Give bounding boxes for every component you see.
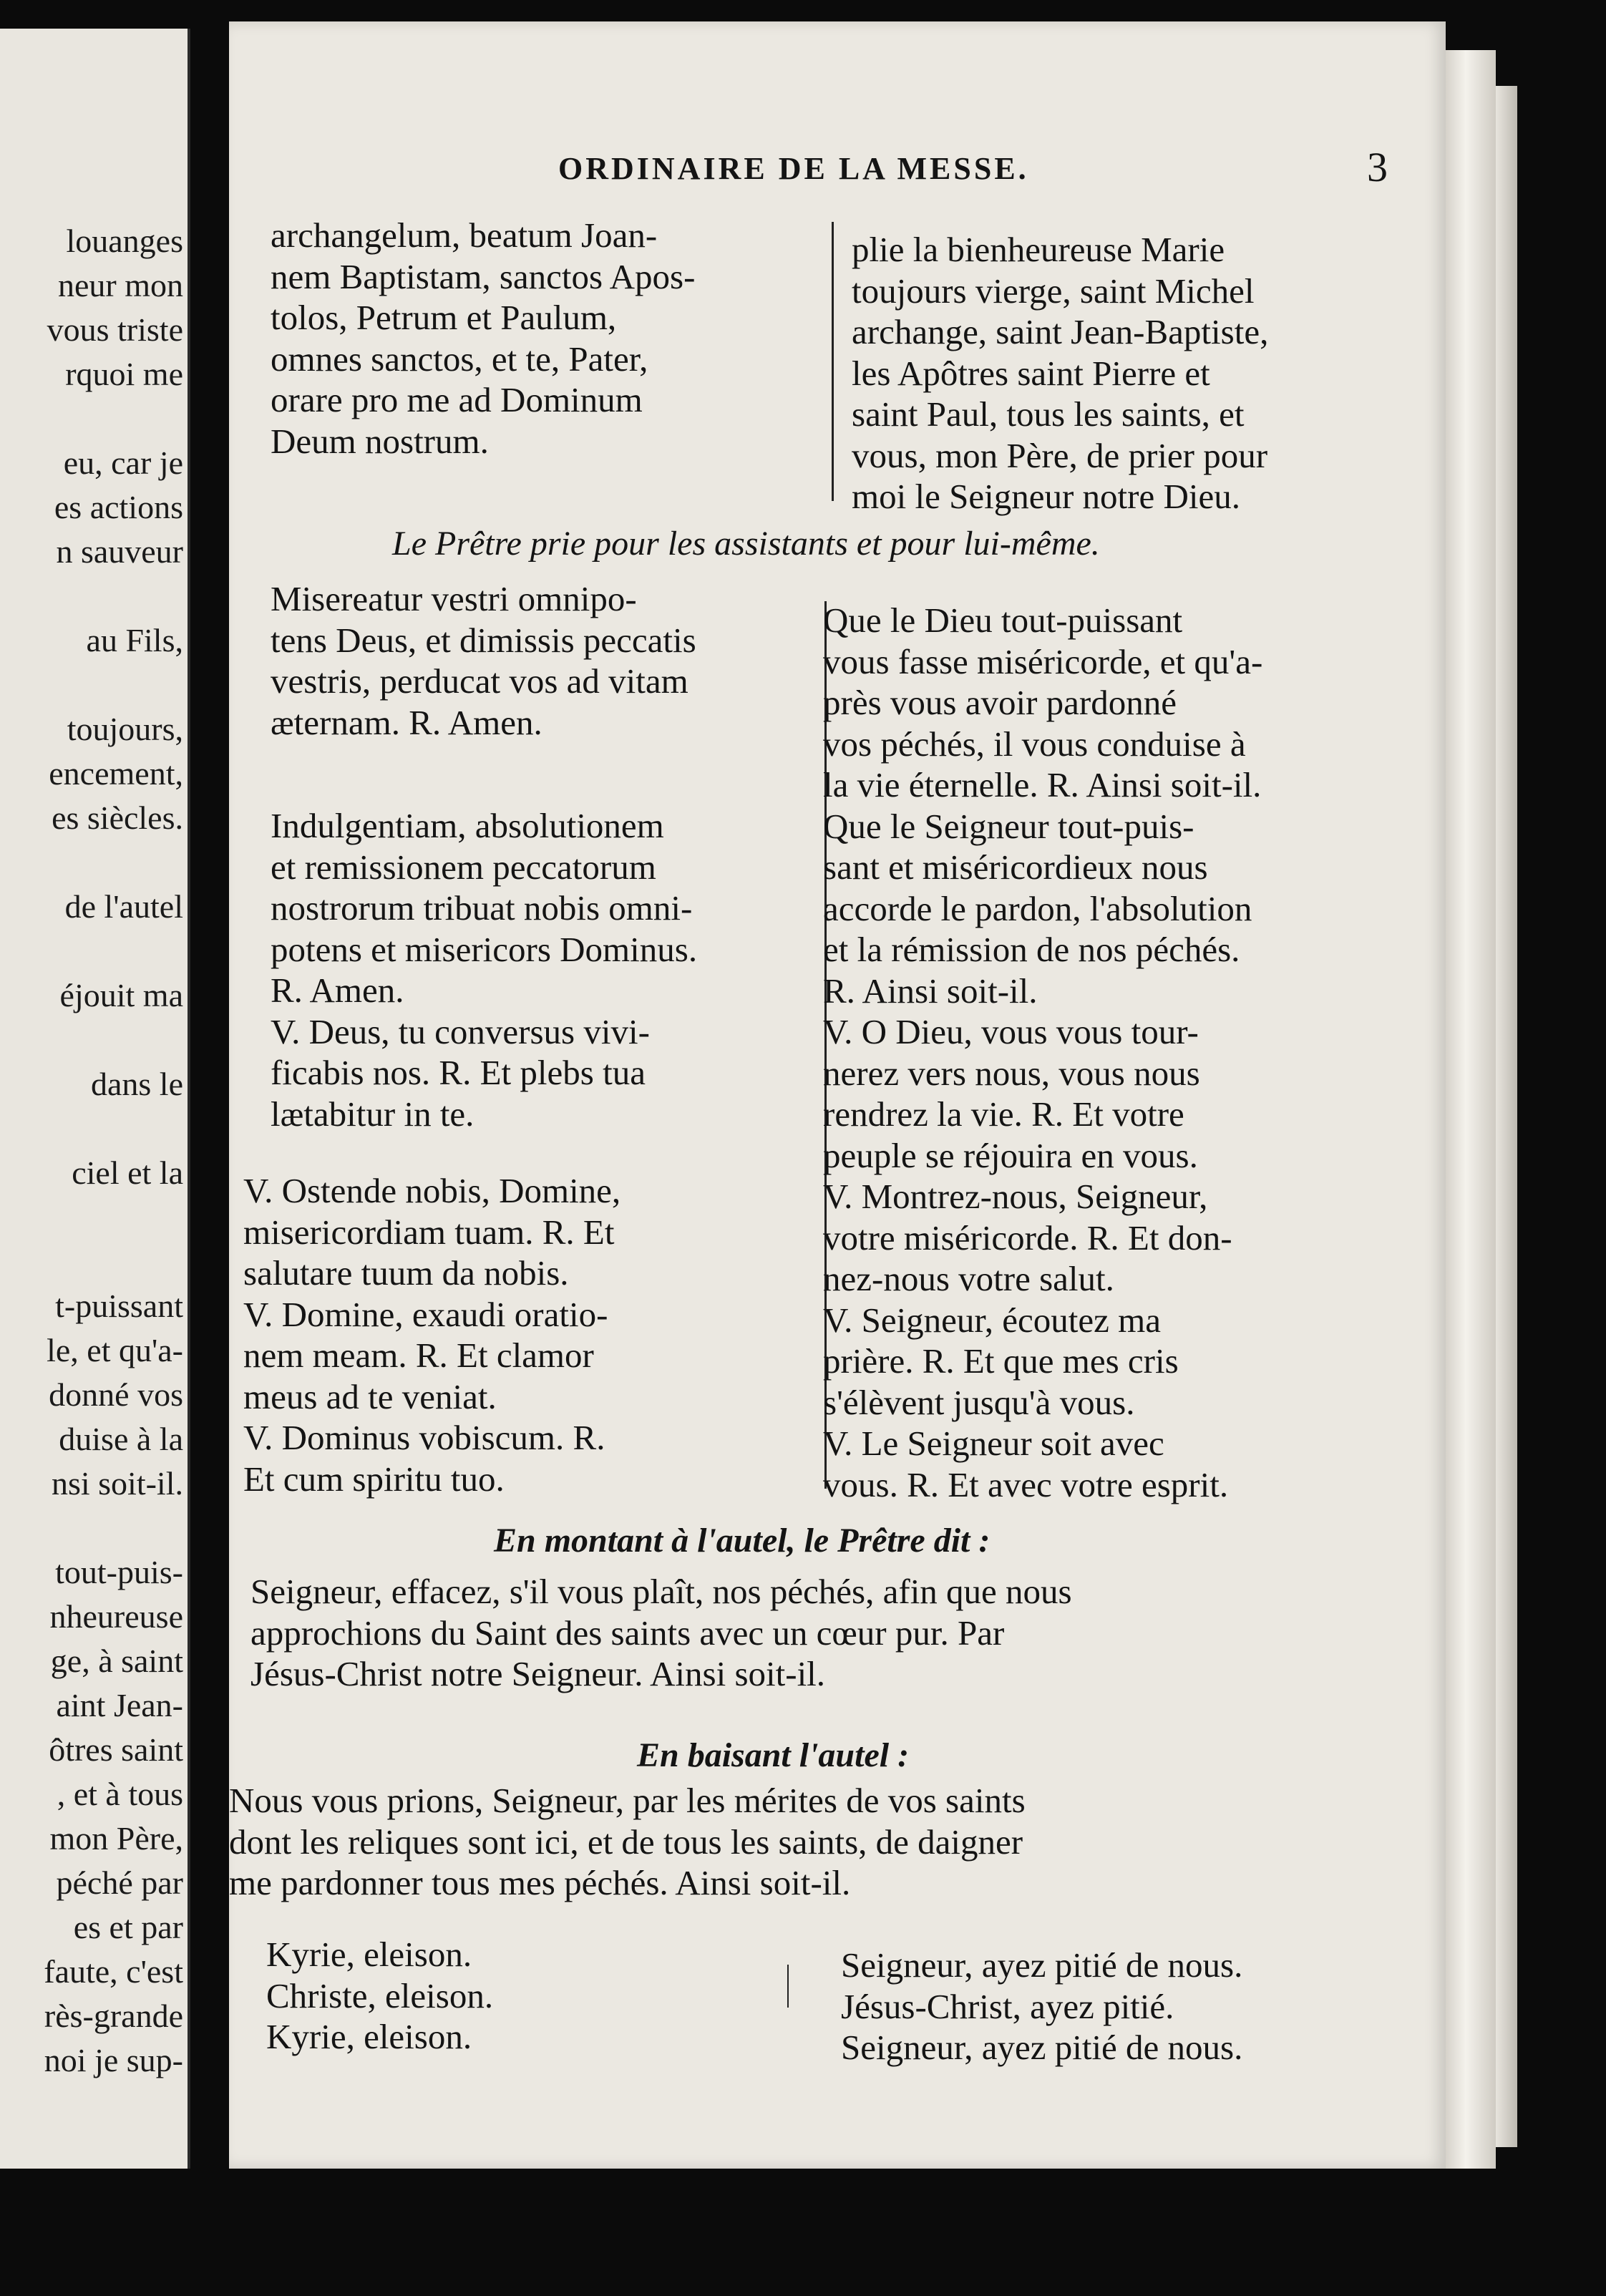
- text-line: dont les reliques sont ici, et de tous les saints, de daigner: [229, 1821, 1023, 1862]
- facing-page-line: aint Jean-: [56, 1687, 183, 1723]
- text-line: Kyrie, eleison.: [266, 2017, 472, 2056]
- facing-page-line: faute, c'est: [44, 1953, 183, 1990]
- rubric-montant: En montant à l'autel, le Prêtre dit :: [494, 1522, 991, 1560]
- text-line: nem meam. R. Et clamor: [243, 1336, 594, 1375]
- text-line: saint Paul, tous les saints, et: [852, 394, 1245, 434]
- latin-misereatur: [271, 578, 797, 743]
- page-number: 3: [1367, 144, 1388, 190]
- facing-page-line: duise à la: [59, 1421, 183, 1457]
- text-line: et la rémission de nos péchés.: [823, 930, 1240, 969]
- facing-page-line: rès-grande: [44, 1998, 183, 2034]
- facing-page-line: le, et qu'a-: [47, 1332, 183, 1368]
- running-title: ORDINAIRE DE LA MESSE.: [558, 151, 1029, 186]
- text-line: orare pro me ad Dominum: [271, 380, 643, 419]
- text-line: nerez vers nous, vous nous: [823, 1053, 1200, 1093]
- text-line: V. Ostende nobis, Domine,: [243, 1171, 621, 1210]
- facing-page-line: es actions: [54, 489, 183, 525]
- text-line: R. Ainsi soit-il.: [823, 971, 1038, 1011]
- facing-page-line: vous triste: [47, 311, 183, 348]
- text-line: V. Deus, tu conversus vivi-: [271, 1011, 650, 1051]
- text-line: Que le Seigneur tout-puis-: [823, 806, 1194, 846]
- rubric-assistants: Le Prêtre prie pour les assistants et pour lui-même.: [392, 525, 1100, 563]
- text-line: nem Baptistam, sanctos Apos-: [271, 256, 696, 296]
- text-line: près vous avoir pardonné: [823, 683, 1177, 722]
- text-line: V. Dominus vobiscum. R.: [243, 1418, 605, 1457]
- facing-page-line: encement,: [49, 755, 183, 792]
- facing-page-line: au Fils,: [86, 622, 183, 658]
- text-line: Indulgentiam, absolutionem: [271, 806, 664, 845]
- text-line: vous fasse miséricorde, et qu'a-: [823, 641, 1263, 681]
- text-line: accorde le pardon, l'absolution: [823, 888, 1252, 928]
- kyrie-french: [841, 1945, 1385, 2068]
- facing-page-line: eu, car je: [63, 444, 183, 481]
- facing-page-line: louanges: [66, 223, 183, 259]
- text-line: Jésus-Christ notre Seigneur. Ainsi soit-il.: [250, 1654, 826, 1693]
- text-line: ficabis nos. R. Et plebs tua: [271, 1053, 646, 1092]
- text-line: Deum nostrum.: [271, 421, 489, 461]
- text-line: V. Le Seigneur soit avec: [823, 1424, 1164, 1463]
- text-line: toujours vierge, saint Michel: [852, 271, 1255, 311]
- facing-page-line: toujours,: [67, 711, 183, 747]
- text-line: vos péchés, il vous conduise à: [823, 724, 1246, 764]
- facing-page-line: éjouit ma: [59, 977, 183, 1013]
- text-line: rendrez la vie. R. Et votre: [823, 1094, 1184, 1134]
- text-line: omnes sanctos, et te, Pater,: [271, 339, 648, 379]
- column-divider: [787, 1965, 789, 2008]
- facing-page-line: de l'autel: [64, 888, 183, 925]
- text-line: lætabitur in te.: [271, 1094, 474, 1134]
- text-line: Nous vous prions, Seigneur, par les mérites de vos saints: [229, 1781, 1026, 1820]
- text-line: moi le Seigneur notre Dieu.: [852, 477, 1240, 516]
- facing-page-line: ciel et la: [72, 1154, 183, 1191]
- prayer-oramus: [229, 1780, 1360, 1904]
- text-line: les Apôtres saint Pierre et: [852, 353, 1210, 393]
- text-line: approchions du Saint des saints avec un cœur pur. Par: [250, 1612, 1005, 1653]
- facing-page-line: ge, à saint: [50, 1643, 183, 1679]
- text-line: V. Montrez-nous, Seigneur,: [823, 1177, 1208, 1216]
- latin-column-1: [271, 215, 814, 462]
- text-line: æternam. R. Amen.: [271, 702, 542, 742]
- text-line: tolos, Petrum et Paulum,: [271, 298, 617, 337]
- text-line: vous. R. Et avec votre esprit.: [823, 1464, 1229, 1504]
- facing-page-line: nheureuse: [49, 1598, 183, 1635]
- text-line: vestris, perducat vos ad vitam: [271, 661, 688, 701]
- text-line: Seigneur, ayez pitié de nous.: [841, 2028, 1243, 2067]
- text-line: Que le Dieu tout-puissant: [823, 600, 1183, 640]
- text-line: potens et misericors Dominus.: [271, 929, 698, 969]
- facing-page-line: péché par: [56, 1864, 183, 1901]
- prayer-aufer: [250, 1571, 1367, 1695]
- text-line: Et cum spiritu tuo.: [243, 1459, 505, 1499]
- latin-versicles: [243, 1170, 798, 1499]
- text-line: s'élèvent jusqu'à vous.: [823, 1382, 1135, 1422]
- text-line: archangelum, beatum Joan-: [271, 215, 658, 255]
- text-line: Christe, eleison.: [266, 1975, 494, 2015]
- facing-page-line: nsi soit-il.: [51, 1465, 183, 1502]
- text-line: meus ad te veniat.: [243, 1376, 497, 1416]
- text-line: salutare tuum da nobis.: [243, 1253, 569, 1293]
- text-line: Kyrie, eleison.: [266, 1935, 472, 1974]
- text-line: V. O Dieu, vous vous tour-: [823, 1012, 1199, 1051]
- text-line: prière. R. Et que mes cris: [823, 1341, 1179, 1381]
- facing-page-line: noi je sup-: [44, 2042, 183, 2078]
- rubric-baisant: En baisant l'autel :: [637, 1736, 910, 1774]
- facing-page-line: , et à tous: [57, 1776, 183, 1812]
- text-line: nez-nous votre salut.: [823, 1259, 1114, 1298]
- facing-page-line: rquoi me: [65, 356, 183, 392]
- facing-page-line: es et par: [73, 1909, 183, 1945]
- facing-page-line: mon Père,: [49, 1820, 183, 1857]
- text-line: votre miséricorde. R. Et don-: [823, 1217, 1232, 1258]
- text-line: nostrorum tribuat nobis omni-: [271, 888, 693, 928]
- text-line: archange, saint Jean-Baptiste,: [852, 312, 1269, 351]
- text-line: la vie éternelle. R. Ainsi soit-il.: [823, 765, 1262, 804]
- text-line: Misereatur vestri omnipo-: [271, 579, 637, 618]
- facing-page-line: ôtres saint: [49, 1731, 183, 1768]
- text-line: tens Deus, et dimissis peccatis: [271, 620, 696, 660]
- page-edge: [1446, 50, 1496, 2169]
- text-line: plie la bienheureuse Marie: [852, 230, 1225, 269]
- page-edge-outer: [1496, 86, 1517, 2147]
- column-divider: [832, 222, 834, 501]
- facing-page-line: neur mon: [57, 267, 183, 303]
- facing-page-line: n sauveur: [56, 533, 183, 570]
- text-line: misericordiam tuam. R. Et: [243, 1212, 615, 1252]
- facing-page-line: donné vos: [49, 1376, 183, 1413]
- text-line: Jésus-Christ, ayez pitié.: [841, 1986, 1174, 2026]
- text-line: me pardonner tous mes péchés. Ainsi soit-il.: [229, 1863, 851, 1902]
- text-line: sant et miséricordieux nous: [823, 847, 1208, 887]
- text-line: V. Seigneur, écoutez ma: [823, 1300, 1162, 1340]
- french-column-1: [852, 229, 1403, 517]
- latin-indulgentiam: [271, 805, 797, 1134]
- facing-page-line: tout-puis-: [55, 1554, 183, 1590]
- text-line: V. Domine, exaudi oratio-: [243, 1294, 608, 1334]
- facing-page-line: dans le: [90, 1066, 183, 1102]
- text-line: Seigneur, ayez pitié de nous.: [841, 1945, 1243, 1985]
- text-line: Seigneur, effacez, s'il vous plaît, nos péchés, afin que nous: [250, 1572, 1072, 1611]
- facing-page-line: es siècles.: [52, 799, 183, 836]
- text-line: vous, mon Père, de prier pour: [852, 435, 1268, 475]
- facing-page-line: t-puissant: [55, 1288, 183, 1324]
- text-line: peuple se réjouira en vous.: [823, 1135, 1198, 1175]
- facing-page-fragment: [0, 29, 190, 2169]
- french-column-2: [823, 600, 1396, 1505]
- kyrie-latin: [266, 1934, 624, 2058]
- text-line: R. Amen.: [271, 971, 404, 1010]
- text-line: et remissionem peccatorum: [271, 847, 656, 887]
